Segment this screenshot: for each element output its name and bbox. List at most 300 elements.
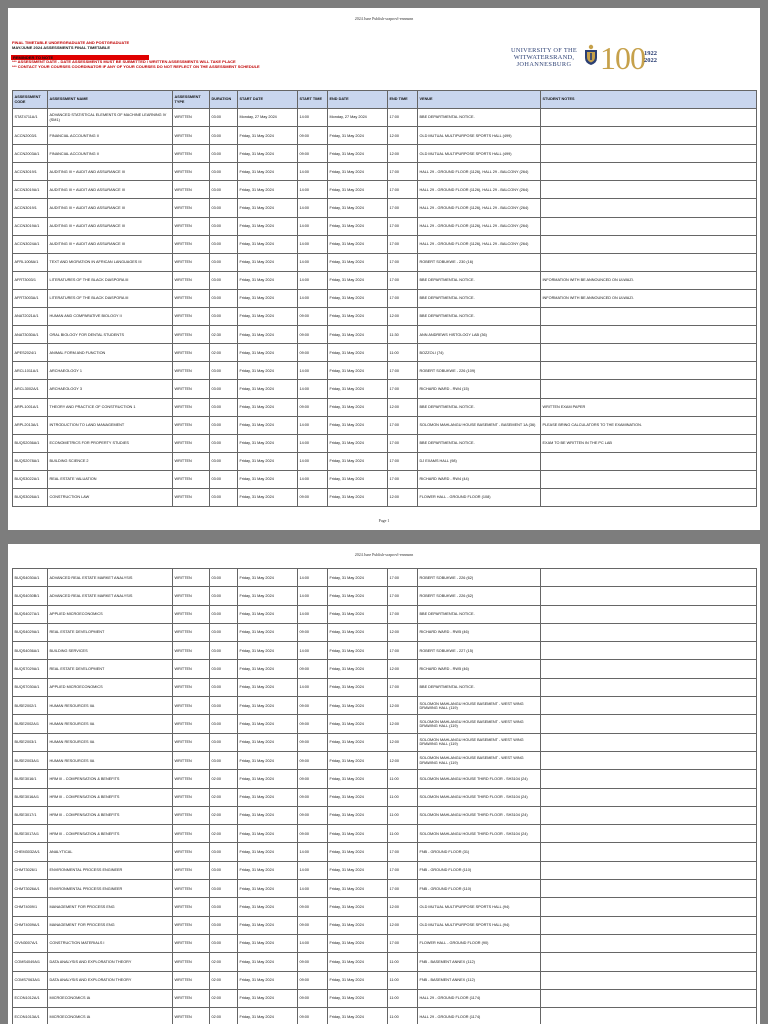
venue-cell: BBE DEPARTMENTAL NOTICE. — [418, 109, 541, 127]
assessment-name-cell: HRM III - COMPENSATION & BENEFITS — [48, 806, 173, 824]
table-row — [13, 398, 757, 416]
start-date-cell: Friday, 31 May 2024 — [238, 660, 298, 678]
document-subtitle: MAY/JUNE 2024 ASSESSMENTS FINAL TIMETABLE — [12, 45, 111, 50]
student-notes-cell — [541, 751, 757, 769]
end-time-cell: 17:00 — [388, 271, 418, 289]
assessment-code-cell: AFRT3003/1 — [13, 271, 48, 289]
student-notes-cell — [541, 770, 757, 788]
start-time-cell: 09:00 — [298, 623, 328, 641]
end-date-cell: Friday, 31 May 2024 — [328, 271, 388, 289]
venue-cell: OLD MUTUAL MULTIPURPOSE SPORTS HALL (94) — [418, 916, 541, 934]
assessment-type-cell: WRITTEN — [173, 861, 210, 879]
start-time-cell: 09:00 — [298, 127, 328, 145]
start-date-cell: Friday, 31 May 2024 — [238, 326, 298, 344]
end-time-cell: 11:00 — [388, 806, 418, 824]
start-date-cell: Friday, 31 May 2024 — [238, 587, 298, 605]
assessment-type-cell: WRITTEN — [173, 235, 210, 253]
student-notes-cell — [541, 109, 757, 127]
duration-cell: 03:00 — [210, 934, 238, 952]
table-row — [13, 326, 757, 344]
start-date-cell: Friday, 31 May 2024 — [238, 452, 298, 470]
table-row — [13, 289, 757, 307]
student-notes-cell — [541, 605, 757, 623]
start-time-cell: 14:00 — [298, 470, 328, 488]
assessment-code-cell: COMS4049A/1 — [13, 953, 48, 971]
start-time-cell: 09:00 — [298, 971, 328, 989]
assessment-code-cell: BUSE2003A/1 — [13, 751, 48, 769]
start-date-cell: Friday, 31 May 2024 — [238, 989, 298, 1007]
end-date-cell: Friday, 31 May 2024 — [328, 199, 388, 217]
end-time-cell: 12:00 — [388, 623, 418, 641]
table-row — [13, 199, 757, 217]
reminder-label: REMINDER TO NOTE — [11, 55, 149, 60]
assessment-type-cell: WRITTEN — [173, 109, 210, 127]
assessment-type-cell: WRITTEN — [173, 181, 210, 199]
student-notes-cell: INFORMATION WITH BE ANNOUNCED ON ULWAZI. — [541, 271, 757, 289]
venue-cell: FNB - GROUND FLOOR (110) — [418, 880, 541, 898]
assessment-name-cell: MANAGEMENT FOR PROCESS ENG — [48, 916, 173, 934]
assessment-code-cell: STAT4711A/1 — [13, 109, 48, 127]
assessment-type-cell: WRITTEN — [173, 127, 210, 145]
end-date-cell: Friday, 31 May 2024 — [328, 715, 388, 733]
start-time-cell: 14:00 — [298, 416, 328, 434]
assessment-type-cell: WRITTEN — [173, 326, 210, 344]
student-notes-cell — [541, 362, 757, 380]
assessment-type-cell: WRITTEN — [173, 825, 210, 843]
start-date-cell: Friday, 31 May 2024 — [238, 217, 298, 235]
student-notes-cell — [541, 642, 757, 660]
centenary-years — [644, 50, 657, 64]
assessment-type-cell: WRITTEN — [173, 605, 210, 623]
assessment-type-cell: WRITTEN — [173, 163, 210, 181]
assessment-name-cell: BUILDING SCIENCE 2 — [48, 452, 173, 470]
start-date-cell: Friday, 31 May 2024 — [238, 788, 298, 806]
assessment-name-cell: ENVIRONMENTAL PROCESS ENGINEER — [48, 861, 173, 879]
assessment-type-cell: WRITTEN — [173, 678, 210, 696]
assessment-type-cell: WRITTEN — [173, 953, 210, 971]
end-time-cell: 12:00 — [388, 697, 418, 715]
student-notes-cell — [541, 697, 757, 715]
assessment-name-cell: DATA ANALYSIS AND EXPLORATION THEORY — [48, 971, 173, 989]
start-time-cell: 14:00 — [298, 199, 328, 217]
end-time-cell: 17:00 — [388, 289, 418, 307]
end-time-cell: 17:00 — [388, 452, 418, 470]
venue-cell: ROBERT SOBUKWE - 226 (62) — [418, 569, 541, 587]
start-time-cell: 14:00 — [298, 569, 328, 587]
duration-cell: 03:00 — [210, 271, 238, 289]
table-row — [13, 770, 757, 788]
start-time-cell: 09:00 — [298, 715, 328, 733]
assessment-name-cell: APPLIED MICROECONOMICS — [48, 605, 173, 623]
venue-cell: HALL 29 - GROUND FLOOR (1174) — [418, 989, 541, 1007]
duration-cell: 03:00 — [210, 678, 238, 696]
table-row — [13, 380, 757, 398]
table-row — [13, 452, 757, 470]
start-time-cell: 14:00 — [298, 109, 328, 127]
assessment-type-cell: WRITTEN — [173, 452, 210, 470]
venue-cell: BBE DEPARTMENTAL NOTICE. — [418, 434, 541, 452]
assessment-code-cell: ARPL1001A/1 — [13, 398, 48, 416]
end-time-cell: 11:30 — [388, 326, 418, 344]
duration-cell: 03:00 — [210, 605, 238, 623]
venue-cell: OLD MUTUAL MULTIPURPOSE SPORTS HALL (499) — [418, 127, 541, 145]
assessment-type-cell: WRITTEN — [173, 470, 210, 488]
duration-cell: 03:00 — [210, 145, 238, 163]
assessment-type-cell: WRITTEN — [173, 308, 210, 326]
assessment-type-cell: WRITTEN — [173, 660, 210, 678]
end-date-cell: Friday, 31 May 2024 — [328, 470, 388, 488]
start-date-cell: Friday, 31 May 2024 — [238, 163, 298, 181]
assessment-code-cell: BUSE2002A/1 — [13, 715, 48, 733]
end-date-cell: Friday, 31 May 2024 — [328, 434, 388, 452]
assessment-name-cell: ARCHAEOLOGY 1 — [48, 362, 173, 380]
column-header-student-notes: STUDENT NOTES — [541, 91, 757, 109]
assessment-code-cell: BUQS2036A/1 — [13, 434, 48, 452]
duration-cell: 03:00 — [210, 751, 238, 769]
student-notes-cell — [541, 788, 757, 806]
assessment-code-cell: BUSE3016A/1 — [13, 788, 48, 806]
duration-cell: 03:00 — [210, 880, 238, 898]
duration-cell: 03:00 — [210, 488, 238, 506]
assessment-name-cell: MICROECONOMICS IA — [48, 1008, 173, 1024]
assessment-type-cell: WRITTEN — [173, 788, 210, 806]
venue-cell: HALL 29 - GROUND FLOOR (1126), HALL 29 - BALCONY (264) — [418, 217, 541, 235]
duration-cell: 03:00 — [210, 253, 238, 271]
reminder-note-assessment-date: *** ASSESSMENT DATE - DATE ASSESSMENTS MUST BE SUBMITTED / WRITTEN ASSESSMENTS WILL TAKE PLACE — [12, 59, 236, 64]
assessment-type-cell: WRITTEN — [173, 733, 210, 751]
start-time-cell: 09:00 — [298, 825, 328, 843]
start-time-cell: 14:00 — [298, 934, 328, 952]
assessment-name-cell: ADVANCED STATISTICAL ELEMENTS OF MACHINE LEARNING IV (SM1) — [48, 109, 173, 127]
duration-cell: 03:00 — [210, 623, 238, 641]
start-date-cell: Friday, 31 May 2024 — [238, 898, 298, 916]
start-time-cell: 14:00 — [298, 880, 328, 898]
reminder-note-contact-coordinator: *** CONTACT YOUR COURSES COORDINATOR IF ANY OF YOUR COURSES DO NOT REFLECT ON THE ASSESSMENT SCHEDULE — [12, 64, 260, 69]
end-time-cell: 12:00 — [388, 127, 418, 145]
table-row — [13, 880, 757, 898]
start-time-cell: 14:00 — [298, 217, 328, 235]
assessment-name-cell: HRM III - COMPENSATION & BENEFITS — [48, 788, 173, 806]
assessment-type-cell: WRITTEN — [173, 989, 210, 1007]
assessment-code-cell: BUSE3016/1 — [13, 770, 48, 788]
assessment-name-cell: TEXT AND MIGRATION IN AFRICAN LANGUAGES III — [48, 253, 173, 271]
venue-cell: FNB - BASEMENT ANNEX (112) — [418, 971, 541, 989]
table-row — [13, 916, 757, 934]
end-time-cell: 17:00 — [388, 217, 418, 235]
start-date-cell: Friday, 31 May 2024 — [238, 880, 298, 898]
assessment-code-cell: AFRT3003A/1 — [13, 289, 48, 307]
start-date-cell: Friday, 31 May 2024 — [238, 806, 298, 824]
assessment-code-cell: ECON1012A/1 — [13, 989, 48, 1007]
centenary-mark — [600, 40, 664, 78]
assessment-type-cell: WRITTEN — [173, 1008, 210, 1024]
end-date-cell: Friday, 31 May 2024 — [328, 825, 388, 843]
assessment-code-cell: BUSE3017A/1 — [13, 825, 48, 843]
end-date-cell: Friday, 31 May 2024 — [328, 308, 388, 326]
assessment-code-cell: APES2024/1 — [13, 344, 48, 362]
assessment-code-cell: BUQS2078A/1 — [13, 452, 48, 470]
end-time-cell: 11:00 — [388, 989, 418, 1007]
student-notes-cell — [541, 344, 757, 362]
table-row — [13, 989, 757, 1007]
table-row — [13, 109, 757, 127]
duration-cell: 03:00 — [210, 235, 238, 253]
table-row — [13, 253, 757, 271]
duration-cell: 03:00 — [210, 416, 238, 434]
assessment-name-cell: BUILDING SERVICES — [48, 642, 173, 660]
assessment-name-cell: ENVIRONMENTAL PROCESS ENGINEER — [48, 880, 173, 898]
end-time-cell: 12:00 — [388, 916, 418, 934]
assessment-type-cell: WRITTEN — [173, 416, 210, 434]
assessment-code-cell: BUSE2003/1 — [13, 733, 48, 751]
table-row — [13, 898, 757, 916]
assessment-type-cell: WRITTEN — [173, 398, 210, 416]
start-time-cell: 09:00 — [298, 308, 328, 326]
end-date-cell: Friday, 31 May 2024 — [328, 1008, 388, 1024]
assessment-type-cell: WRITTEN — [173, 271, 210, 289]
assessment-type-cell: WRITTEN — [173, 916, 210, 934]
end-date-cell: Friday, 31 May 2024 — [328, 253, 388, 271]
start-time-cell: 14:00 — [298, 861, 328, 879]
table-row — [13, 623, 757, 641]
student-notes-cell: PLEASE BRING CALCULATORS TO THE EXAMINATION. — [541, 416, 757, 434]
end-time-cell: 12:00 — [388, 308, 418, 326]
table-row — [13, 605, 757, 623]
table-row — [13, 470, 757, 488]
assessment-type-cell: WRITTEN — [173, 217, 210, 235]
venue-cell: OLD MUTUAL MULTIPURPOSE SPORTS HALL (94) — [418, 898, 541, 916]
start-date-cell: Friday, 31 May 2024 — [238, 715, 298, 733]
duration-cell: 02:00 — [210, 953, 238, 971]
student-notes-cell — [541, 587, 757, 605]
start-time-cell: 09:00 — [298, 953, 328, 971]
start-date-cell: Friday, 31 May 2024 — [238, 953, 298, 971]
student-notes-cell — [541, 806, 757, 824]
end-time-cell: 12:00 — [388, 398, 418, 416]
end-date-cell: Friday, 31 May 2024 — [328, 861, 388, 879]
student-notes-cell — [541, 308, 757, 326]
table-row — [13, 660, 757, 678]
end-date-cell: Friday, 31 May 2024 — [328, 181, 388, 199]
start-time-cell: 14:00 — [298, 434, 328, 452]
start-date-cell: Friday, 31 May 2024 — [238, 605, 298, 623]
venue-cell: ANN ANDREWS HISTOLOGY LAB (36) — [418, 326, 541, 344]
end-date-cell: Friday, 31 May 2024 — [328, 452, 388, 470]
end-time-cell: 12:00 — [388, 733, 418, 751]
assessment-name-cell: CONSTRUCTION MATERIALS I — [48, 934, 173, 952]
university-wordmark — [508, 47, 580, 68]
table-row — [13, 145, 757, 163]
student-notes-cell — [541, 733, 757, 751]
assessment-type-cell: WRITTEN — [173, 380, 210, 398]
student-notes-cell — [541, 470, 757, 488]
assessment-type-cell: WRITTEN — [173, 623, 210, 641]
assessment-type-cell: WRITTEN — [173, 715, 210, 733]
venue-cell: SOLOMON MAHLANGU HOUSE THIRD FLOOR - SH3104 (24) — [418, 788, 541, 806]
assessment-type-cell: WRITTEN — [173, 344, 210, 362]
end-time-cell: 17:00 — [388, 934, 418, 952]
start-time-cell: 09:00 — [298, 898, 328, 916]
start-time-cell: 09:00 — [298, 1008, 328, 1024]
venue-cell: HALL 29 - GROUND FLOOR (1126), HALL 29 - BALCONY (264) — [418, 235, 541, 253]
student-notes-cell — [541, 127, 757, 145]
end-date-cell: Friday, 31 May 2024 — [328, 880, 388, 898]
venue-cell: FLOWER HALL - GROUND FLOOR (108) — [418, 488, 541, 506]
start-date-cell: Monday, 27 May 2024 — [238, 109, 298, 127]
assessment-code-cell: CHMT4009A/1 — [13, 916, 48, 934]
start-time-cell: 14:00 — [298, 271, 328, 289]
venue-cell: FNB - GROUND FLOOR (110) — [418, 861, 541, 879]
table-row — [13, 733, 757, 751]
assessment-type-cell: WRITTEN — [173, 880, 210, 898]
start-time-cell: 09:00 — [298, 916, 328, 934]
duration-cell: 03:00 — [210, 380, 238, 398]
end-date-cell: Friday, 31 May 2024 — [328, 326, 388, 344]
duration-cell: 02:00 — [210, 989, 238, 1007]
student-notes-cell — [541, 861, 757, 879]
end-date-cell: Friday, 31 May 2024 — [328, 751, 388, 769]
timetable-page-2 — [8, 544, 760, 1024]
venue-cell: BOZZOLI (74) — [418, 344, 541, 362]
end-time-cell: 11:00 — [388, 344, 418, 362]
end-date-cell: Friday, 31 May 2024 — [328, 163, 388, 181]
start-time-cell: 09:00 — [298, 788, 328, 806]
venue-cell: RICHARD WARD - RW4 (44) — [418, 470, 541, 488]
assessment-type-cell: WRITTEN — [173, 362, 210, 380]
table-row — [13, 697, 757, 715]
student-notes-cell — [541, 715, 757, 733]
table-row — [13, 953, 757, 971]
end-date-cell: Monday, 27 May 2024 — [328, 109, 388, 127]
assessment-code-cell: ARPL2013A/1 — [13, 416, 48, 434]
start-time-cell: 14:00 — [298, 642, 328, 660]
venue-cell: BBE DEPARTMENTAL NOTICE. — [418, 271, 541, 289]
table-row — [13, 825, 757, 843]
assessment-type-cell: WRITTEN — [173, 806, 210, 824]
end-time-cell: 17:00 — [388, 380, 418, 398]
venue-cell: BBE DEPARTMENTAL NOTICE. — [418, 605, 541, 623]
end-date-cell: Friday, 31 May 2024 — [328, 217, 388, 235]
assessment-name-cell: REAL ESTATE VALUATION — [48, 470, 173, 488]
venue-cell: SOLOMON MAHLANGU HOUSE BASEMENT - WEST WING DRAWING HALL (119) — [418, 715, 541, 733]
venue-cell: HALL 29 - GROUND FLOOR (1126), HALL 29 - BALCONY (264) — [418, 181, 541, 199]
duration-cell: 03:00 — [210, 127, 238, 145]
venue-cell: RICHARD WARD - RW4 (15) — [418, 380, 541, 398]
start-time-cell: 09:00 — [298, 398, 328, 416]
student-notes-cell — [541, 623, 757, 641]
end-date-cell: Friday, 31 May 2024 — [328, 898, 388, 916]
assessment-name-cell: MANAGEMENT FOR PROCESS ENG — [48, 898, 173, 916]
table-header-row — [13, 91, 757, 109]
end-time-cell: 17:00 — [388, 880, 418, 898]
duration-cell: 02:00 — [210, 825, 238, 843]
end-time-cell: 17:00 — [388, 642, 418, 660]
student-notes-cell — [541, 880, 757, 898]
column-header-venue: VENUE — [418, 91, 541, 109]
end-date-cell: Friday, 31 May 2024 — [328, 127, 388, 145]
assessment-name-cell: MICROECONOMICS IA — [48, 989, 173, 1007]
assessment-name-cell: AUDITING III + AUDIT AND ASSURANCE III — [48, 181, 173, 199]
assessment-type-cell: WRITTEN — [173, 843, 210, 861]
assessment-type-cell: WRITTEN — [173, 934, 210, 952]
student-notes-cell — [541, 843, 757, 861]
duration-cell: 03:00 — [210, 452, 238, 470]
table-row — [13, 271, 757, 289]
end-time-cell: 17:00 — [388, 587, 418, 605]
end-time-cell: 17:00 — [388, 181, 418, 199]
start-date-cell: Friday, 31 May 2024 — [238, 623, 298, 641]
start-date-cell: Friday, 31 May 2024 — [238, 416, 298, 434]
duration-cell: 03:00 — [210, 217, 238, 235]
assessment-timetable-table-continued — [12, 568, 757, 1024]
start-date-cell: Friday, 31 May 2024 — [238, 271, 298, 289]
assessment-type-cell: WRITTEN — [173, 971, 210, 989]
table-row — [13, 1008, 757, 1024]
start-date-cell: Friday, 31 May 2024 — [238, 145, 298, 163]
assessment-type-cell: WRITTEN — [173, 289, 210, 307]
end-date-cell: Friday, 31 May 2024 — [328, 953, 388, 971]
venue-cell: FNB - GROUND FLOOR (31) — [418, 843, 541, 861]
start-time-cell: 14:00 — [298, 253, 328, 271]
start-time-cell: 14:00 — [298, 380, 328, 398]
duration-cell: 03:00 — [210, 898, 238, 916]
duration-cell: 03:00 — [210, 289, 238, 307]
venue-cell: BBE DEPARTMENTAL NOTICE. — [418, 289, 541, 307]
assessment-name-cell: ARCHAEOLOGY 3 — [48, 380, 173, 398]
end-date-cell: Friday, 31 May 2024 — [328, 642, 388, 660]
column-header-end-time: END TIME — [388, 91, 418, 109]
start-time-cell: 09:00 — [298, 660, 328, 678]
table-row — [13, 678, 757, 696]
venue-cell: SOLOMON MAHLANGU HOUSE THIRD FLOOR - SH3104 (24) — [418, 825, 541, 843]
assessment-name-cell: ADVANCED REAL ESTATE MARKET ANALYSIS — [48, 569, 173, 587]
assessment-code-cell: ACCN3019A/1 — [13, 217, 48, 235]
duration-cell: 03:00 — [210, 470, 238, 488]
student-notes-cell — [541, 569, 757, 587]
start-date-cell: Friday, 31 May 2024 — [238, 344, 298, 362]
end-time-cell: 17:00 — [388, 470, 418, 488]
start-date-cell: Friday, 31 May 2024 — [238, 235, 298, 253]
assessment-code-cell: CHMT3026/1 — [13, 861, 48, 879]
end-date-cell: Friday, 31 May 2024 — [328, 843, 388, 861]
student-notes-cell — [541, 380, 757, 398]
wordmark-line-1: UNIVERSITY OF THE — [511, 47, 577, 54]
duration-cell: 02:00 — [210, 788, 238, 806]
assessment-code-cell: ACCN3019/1 — [13, 163, 48, 181]
end-date-cell: Friday, 31 May 2024 — [328, 733, 388, 751]
assessment-type-cell: WRITTEN — [173, 751, 210, 769]
assessment-name-cell: ECONOMETRICS FOR PROPERTY STUDIES — [48, 434, 173, 452]
end-time-cell: 11:00 — [388, 1008, 418, 1024]
start-date-cell: Friday, 31 May 2024 — [238, 380, 298, 398]
assessment-code-cell: BUQS3026A/1 — [13, 488, 48, 506]
assessment-name-cell: ORAL BIOLOGY FOR DENTAL STUDENTS — [48, 326, 173, 344]
table-row — [13, 308, 757, 326]
assessment-code-cell: AFRL1008A/1 — [13, 253, 48, 271]
end-time-cell: 17:00 — [388, 416, 418, 434]
duration-cell: 03:00 — [210, 308, 238, 326]
end-date-cell: Friday, 31 May 2024 — [328, 235, 388, 253]
start-time-cell: 09:00 — [298, 488, 328, 506]
end-date-cell: Friday, 31 May 2024 — [328, 660, 388, 678]
end-time-cell: 17:00 — [388, 199, 418, 217]
venue-cell: OLD MUTUAL MULTIPURPOSE SPORTS HALL (499) — [418, 145, 541, 163]
start-time-cell: 14:00 — [298, 181, 328, 199]
student-notes-cell — [541, 1008, 757, 1024]
start-time-cell: 14:00 — [298, 843, 328, 861]
duration-cell: 02:00 — [210, 971, 238, 989]
start-date-cell: Friday, 31 May 2024 — [238, 398, 298, 416]
